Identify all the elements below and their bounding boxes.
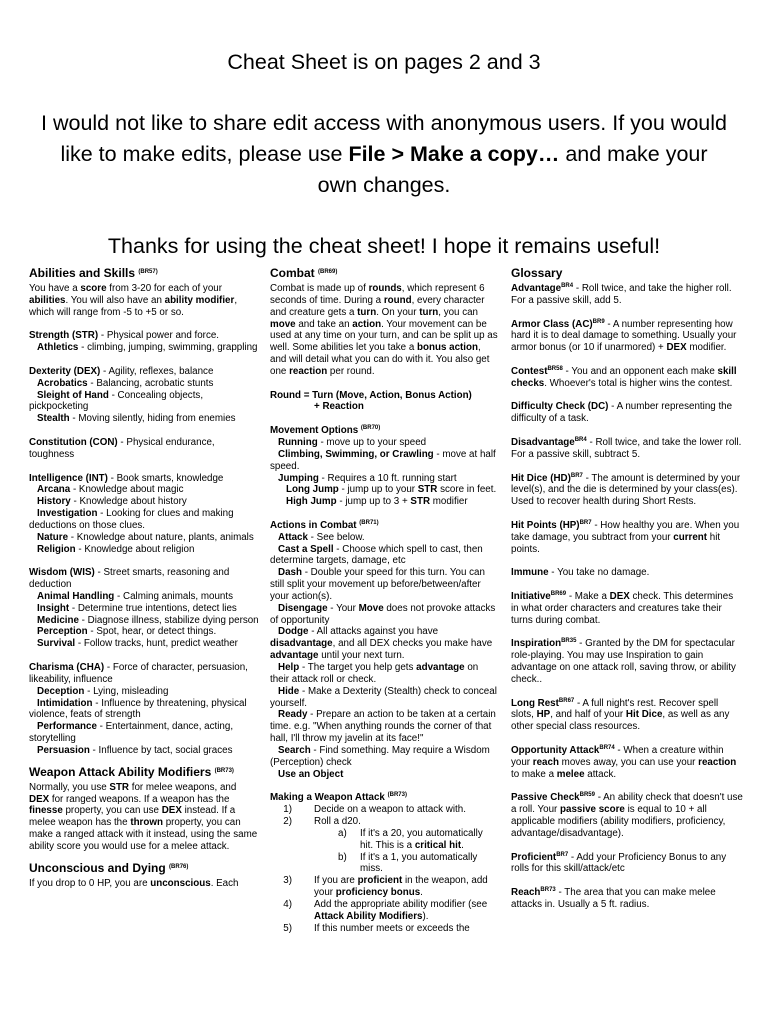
- glossary-term: Hit Dice (HD): [511, 472, 571, 484]
- round-formula-reaction: + Reaction: [314, 401, 364, 413]
- glossary-text: - You take no damage.: [548, 567, 650, 579]
- ability-int: Intelligence (INT) - Book smarts, knowledge: [29, 472, 224, 484]
- ability-dex: Dexterity (DEX) - Agility, reflexes, balance: [29, 365, 214, 377]
- glossary-text: - Roll twice, and take the lower roll. For a passive skill, subtract 5.: [511, 436, 742, 460]
- glossary-ref: BR7: [570, 472, 583, 479]
- glossary-text: DEX: [609, 590, 630, 602]
- glossary-item: [511, 792, 743, 839]
- action-attack: Attack - See below.: [278, 531, 365, 543]
- glossary-item: [511, 319, 743, 355]
- attack-step-3: 3) If you are proficient in the weapon, add your proficiency bonus.: [283, 875, 488, 899]
- glossary-item: [511, 638, 743, 685]
- combat-intro: Combat is made up of rounds, which represent 6 seconds of time. During a round, every character and creature gets a turn. On your turn, you can move and take an action. Your movement can be used at any time on your turn, and can be split up as well. Some abilities let you take a bonus action, and will detail what you can do with it. You also get one reaction per round.: [270, 283, 498, 377]
- making-attack-title: Making a Weapon Attack $^{(BR73)}$: [270, 792, 407, 804]
- attack-step-1: 1) Decide on a weapon to attack with.: [283, 804, 466, 816]
- intro-line-1: Cheat Sheet is on pages 2 and 3: [227, 50, 541, 74]
- glossary-text: - How healthy you are. When you take damage, you subtract from your: [511, 519, 740, 543]
- move-climbing: Climbing, Swimming, or Crawling - move at half speed.: [270, 448, 496, 472]
- actions-title: Actions in Combat $^{(BR71)}$: [270, 519, 379, 531]
- glossary-term: Contest: [511, 365, 548, 377]
- skill-athletics: Athletics - climbing, jumping, swimming, grappling: [37, 342, 258, 354]
- skill-history: History - Knowledge about history: [37, 496, 187, 508]
- section-title-unconscious: Unconscious and Dying $^{(BR76)}$: [29, 860, 189, 875]
- round-formula: Round = Turn (Move, Action, Bonus Action): [270, 389, 472, 401]
- abilities-intro: You have a score from 3-20 for each of your abilities. You will also have an ability modifier, which will range from -5 to +5 or so.: [29, 283, 238, 318]
- glossary-ref: BR35: [561, 638, 577, 645]
- glossary-text: , as well as any other special class resources.: [511, 709, 730, 733]
- glossary-text: attack.: [584, 768, 617, 780]
- glossary-ref: BR4: [574, 436, 587, 443]
- glossary-text: Hit Dice: [625, 709, 663, 721]
- glossary-text: , and half of your: [550, 709, 626, 721]
- glossary-text: - A full night's rest. Recover spell slots,: [511, 697, 719, 721]
- glossary-term: Difficulty Check (DC): [511, 401, 609, 413]
- skill-stealth: Stealth - Moving silently, hiding from enemies: [37, 413, 236, 425]
- glossary-text: - You and an opponent each make: [562, 365, 718, 377]
- glossary-item: [511, 520, 743, 556]
- glossary-text: melee: [556, 768, 585, 780]
- glossary-term: Long Rest: [511, 697, 559, 709]
- skill-survival: Survival - Follow tracks, hunt, predict weather: [37, 638, 238, 650]
- move-running: Running - move up to your speed: [278, 436, 427, 448]
- glossary-ref: BR7: [579, 519, 592, 526]
- glossary-term: Opportunity Attack: [511, 744, 600, 756]
- glossary-term: Hit Points (HP): [511, 519, 580, 531]
- glossary-text: - Add your Proficiency Bonus to any rolls for this skill/attack/etc: [511, 851, 727, 875]
- skill-religion: Religion - Knowledge about religion: [37, 543, 195, 555]
- glossary-text: check. This determines in what order characters and creatures take their turns during combat.: [511, 590, 734, 626]
- ability-wis: Wisdom (WIS) - Street smarts, reasoning and deduction: [29, 567, 230, 591]
- column-combat: [270, 266, 498, 934]
- glossary-ref: BR4: [561, 283, 574, 289]
- glossary-ref: BR58: [547, 365, 563, 372]
- glossary-term: Advantage: [511, 283, 562, 294]
- glossary-term: Proficient: [511, 851, 557, 863]
- glossary-ref: BR59: [579, 792, 595, 799]
- section-title-weapon-mod: Weapon Attack Ability Modifiers $^{(BR73)}$: [29, 764, 234, 779]
- skill-investigation: Investigation - Looking for clues and making deductions on those clues.: [29, 508, 234, 531]
- glossary-item: [511, 401, 743, 425]
- glossary-text: skill checks: [511, 365, 737, 389]
- weapon-mod-text: Normally, you use STR for melee weapons, and DEX for ranged weapons. If a weapon has the finesse property, you can use DEX instead. If a melee weapon has the thrown property, you can make a ranged attack with it instead, using the same ability score you would use for a melee attack.: [29, 781, 258, 852]
- glossary-item: [511, 437, 743, 461]
- glossary-ref: BR67: [558, 697, 575, 704]
- skill-intimidation: Intimidation - Influence by threatening, physical violence, feats of strength: [29, 697, 247, 721]
- column-abilities: [29, 266, 259, 890]
- glossary-list: [511, 283, 743, 911]
- glossary-text: - A number representing how hard it is to deal damage to something. Usually your armor bonus (or 10 if unarmored) +: [511, 318, 737, 354]
- skill-sleight: Sleight of Hand - Concealing objects, pickpocketing: [29, 389, 204, 413]
- action-help: Help - The target you help gets advantage on their attack roll or check.: [270, 662, 479, 685]
- action-dodge: Dodge - All attacks against you have disadvantage, and all DEX checks you make have advantage until your next turn.: [270, 626, 493, 662]
- glossary-text: - When a creature within your: [511, 744, 724, 768]
- attack-substep-b: b) If it's a 1, you automatically miss.: [338, 851, 478, 875]
- glossary-term: Initiative: [511, 590, 551, 602]
- glossary-term: Disadvantage: [511, 436, 575, 448]
- skill-nature: Nature - Knowledge about nature, plants, animals: [37, 531, 254, 543]
- glossary-text: - Roll twice, and take the higher roll. For a passive skill, add 5.: [511, 283, 732, 306]
- attack-substep-a: a) If it's a 20, you automatically hit. This is a critical hit.: [338, 827, 483, 851]
- glossary-item: [511, 745, 743, 781]
- glossary-text: - The amount is determined by your level(s), and the die is determined by your class(es). Used to recover health during Short Rests.: [511, 472, 741, 508]
- skill-medicine: Medicine - Diagnose illness, stabilize dying person: [37, 614, 259, 626]
- glossary-item: [511, 852, 743, 876]
- glossary-item: [511, 473, 743, 509]
- glossary-term: Inspiration: [511, 638, 562, 650]
- action-hide: Hide - Make a Dexterity (Stealth) check to conceal yourself.: [270, 685, 497, 709]
- glossary-item: [511, 567, 743, 579]
- glossary-text: HP: [536, 709, 551, 721]
- glossary-term: Reach: [511, 887, 541, 899]
- action-disengage: Disengage - Your Move does not provoke attacks of opportunity: [270, 602, 496, 626]
- glossary-text: reaction: [698, 756, 737, 768]
- ability-str: Strength (STR) - Physical power and force.: [29, 330, 220, 342]
- glossary-text: - An ability check that doesn't use a roll. Your: [511, 792, 743, 816]
- glossary-item: [511, 366, 743, 390]
- ability-con: Constitution (CON) - Physical endurance, toughness: [29, 436, 215, 460]
- glossary-text: - Make a: [566, 590, 610, 602]
- glossary-text: - Granted by the DM for spectacular role-playing. You may use Inspiration to gain advantage on one attack roll, saving throw, or ability check..: [511, 638, 736, 685]
- action-cast: Cast a Spell - Choose which spell to cast, then determine targets, damage, etc: [270, 543, 483, 567]
- skill-arcana: Arcana - Knowledge about magic: [37, 484, 184, 496]
- skill-animal: Animal Handling - Calming animals, mounts: [37, 590, 233, 602]
- glossary-ref: BR73: [540, 887, 556, 894]
- move-jumping: Jumping - Requires a 10 ft. running start: [278, 472, 457, 484]
- glossary-text: - A number representing the difficulty of a task.: [511, 401, 733, 425]
- glossary-text: - The area that you can make melee attacks in. Usually a 5 ft. radius.: [511, 887, 716, 910]
- intro-thanks: Thanks for using the cheat sheet! I hope it remains useful!: [107, 234, 661, 258]
- glossary-text: current: [673, 531, 708, 543]
- glossary-ref: BR7: [556, 851, 569, 858]
- skill-insight: Insight - Determine true intentions, detect lies: [37, 602, 237, 614]
- skill-acrobatics: Acrobatics - Balancing, acrobatic stunts: [37, 377, 214, 389]
- attack-step-4: 4) Add the appropriate ability modifier (see Attack Ability Modifiers).: [283, 898, 488, 922]
- move-longjump: Long Jump - jump up to your STR score in feet.: [286, 484, 497, 496]
- action-search: Search - Find something. May require a Wisdom (Perception) check: [270, 744, 490, 768]
- glossary-term: Passive Check: [511, 792, 580, 804]
- section-title-abilities: Abilities and Skills $^{(BR57)}$: [29, 266, 158, 280]
- glossary-term: Armor Class (AC): [511, 318, 593, 330]
- glossary-item: [511, 283, 743, 307]
- glossary-text: is equal to 10 + all applicable modifiers (ability modifiers, proficiency, advantage/disadvantage).: [511, 804, 726, 839]
- section-title-glossary: Glossary: [511, 266, 563, 280]
- section-title-combat: Combat $^{(BR69)}$: [270, 266, 338, 280]
- skill-persuasion: Persuasion - Influence by tact, social graces: [37, 744, 233, 756]
- action-ready: Ready - Prepare an action to be taken at a certain time. e.g. "When anything rounds the corner of that hall, I'll throw my javelin at its face!": [270, 709, 496, 745]
- glossary-item: [511, 887, 743, 911]
- glossary-text: hit points.: [511, 531, 721, 555]
- ability-cha: Charisma (CHA) - Force of character, persuasion, likeability, influence: [29, 662, 248, 685]
- action-dash: Dash - Double your speed for this turn. You can still split your movement up before/between/after your action(s).: [270, 567, 485, 602]
- attack-step-2: 2) Roll a d20.: [283, 815, 361, 827]
- glossary-text: modifier.: [686, 342, 727, 354]
- skill-performance: Performance - Entertainment, dance, acting, storytelling: [29, 721, 234, 745]
- glossary-text: reach: [532, 756, 559, 768]
- movement-options-title: Movement Options $^{(BR70)}$: [270, 425, 381, 437]
- glossary-ref: BR69: [550, 590, 567, 597]
- attack-step-5: 5) If this number meets or exceeds the: [283, 922, 470, 934]
- glossary-term: Immune: [511, 567, 549, 579]
- glossary-item: [511, 698, 743, 734]
- glossary-text: to make a: [511, 768, 557, 780]
- glossary-item: [511, 591, 743, 627]
- glossary-text: moves away, you can use your: [558, 756, 699, 768]
- intro-paragraph: I would not like to share edit access with anonymous users. If you would like to make edits, please use File > Make a copy… and make your own changes.: [41, 111, 727, 197]
- glossary-ref: BR9: [592, 318, 605, 325]
- glossary-ref: BR74: [599, 744, 615, 751]
- unconscious-text: If you drop to 0 HP, you are unconscious. Each: [29, 877, 239, 889]
- skill-perception: Perception - Spot, hear, or detect things.: [37, 626, 217, 638]
- column-glossary: [511, 266, 743, 923]
- skill-deception: Deception - Lying, misleading: [37, 685, 169, 697]
- glossary-text: . Whoever's total is higher wins the contest.: [544, 377, 733, 389]
- move-highjump: High Jump - jump up to 3 + STR modifier: [286, 496, 468, 508]
- action-use-object: Use an Object: [278, 768, 344, 780]
- glossary-text: passive score: [560, 804, 625, 816]
- glossary-text: DEX: [666, 342, 687, 354]
